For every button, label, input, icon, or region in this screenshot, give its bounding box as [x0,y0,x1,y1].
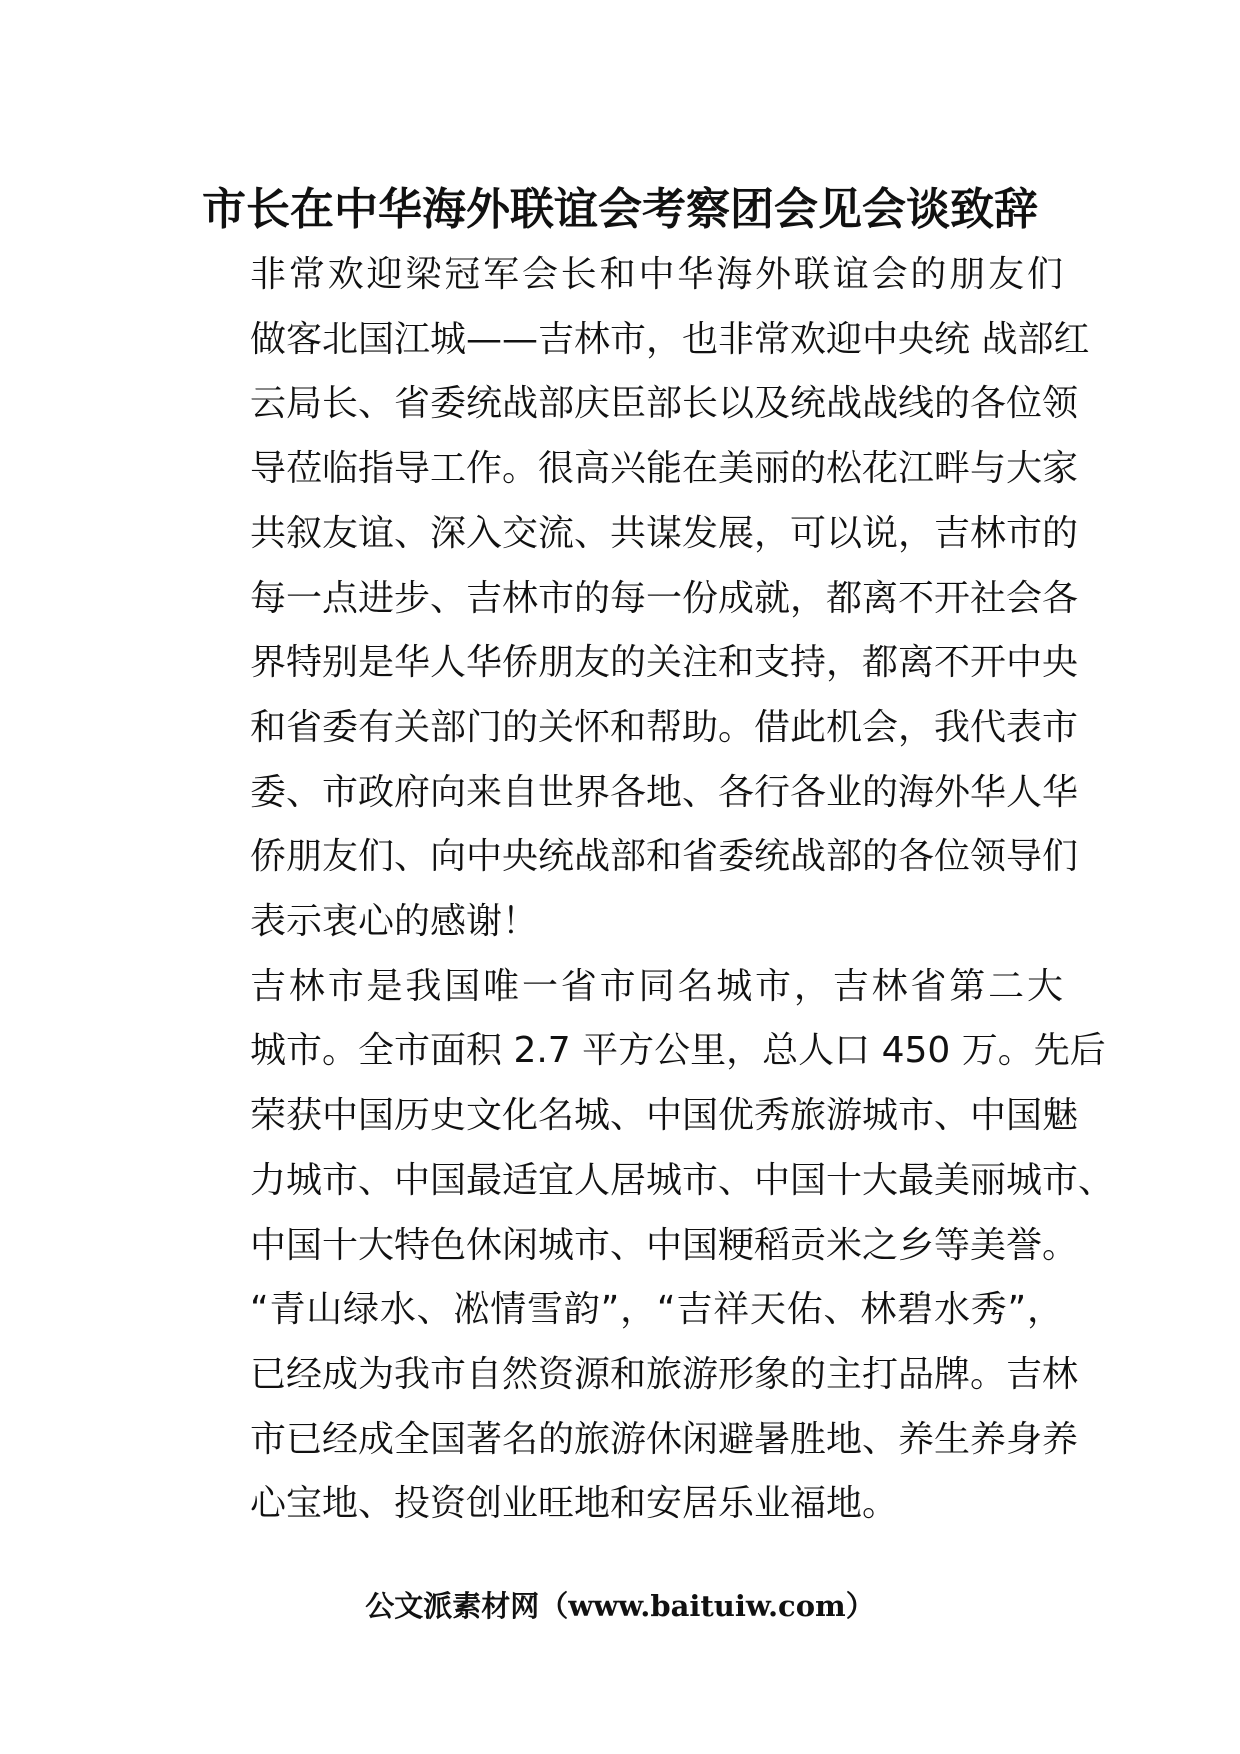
paragraph-line: 侨朋友们、向中央统战部和省委统战部的各位领导们 [250,836,1079,878]
paragraph-line: 中国十大特色休闲城市、中国粳稻贡米之乡等美誉。 [250,1224,1079,1266]
document-body [178,243,1115,1537]
paragraph-line: 市已经成全国著名的旅游休闲避暑胜地、养生养身养 [250,1418,1079,1460]
paragraph-line: 界特别是华人华侨朋友的关注和支持，都离不开中央 [250,642,1079,684]
paragraph-line: 已经成为我市自然资源和旅游形象的主打品牌。吉林 [250,1353,1079,1395]
paragraph-line: 力城市、中国最适宜人居城市、中国十大最美丽城市、 [250,1159,1115,1201]
paragraph-line: 荣获中国历史文化名城、中国优秀旅游城市、中国魅 [250,1095,1079,1137]
paragraph-line: 做客北国江城——吉林市，也非常欢迎中央统 战部红 [250,318,1090,360]
paragraph-line: 每一点进步、吉林市的每一份成就，都离不开社会各 [250,577,1079,619]
paragraph-line: 云局长、省委统战部庆臣部长以及统战战线的各位领 [250,383,1079,425]
footer-source: 公文派素材网（www.baituiw.com） [365,1589,875,1623]
paragraph-line: 表示衷心的感谢！ [250,901,539,943]
paragraph-line: 共叙友谊、深入交流、共谋发展，可以说，吉林市的 [250,512,1079,554]
paragraph-line: “青山绿水、凇情雪韵”，“吉祥天佑、林碧水秀”， [250,1289,1063,1331]
document-title: 市长在中华海外联谊会考察团会见会谈致辞 [202,184,1038,235]
paragraph-line: 吉林市是我国唯一省市同名城市，吉林省第二大 [250,965,1063,1007]
paragraph-line: 委、市政府向来自世界各地、各行各业的海外华人华 [250,771,1079,813]
paragraph-line: 导莅临指导工作。很高兴能在美丽的松花江畔与大家 [250,448,1079,490]
paragraph-city-intro [178,955,1115,1537]
paragraph-line: 非常欢迎梁冠军会长和中华海外联谊会的朋友们 [250,254,1063,295]
paragraph-line: 心宝地、投资创业旺地和安居乐业福地。 [250,1483,899,1525]
paragraph-welcome [178,243,1090,955]
paragraph-line: 和省委有关部门的关怀和帮助。借此机会，我代表市 [250,706,1079,748]
paragraph-line: 城市。全市面积 2.7 平方公里，总人口 450 万。先后 [250,1030,1106,1072]
